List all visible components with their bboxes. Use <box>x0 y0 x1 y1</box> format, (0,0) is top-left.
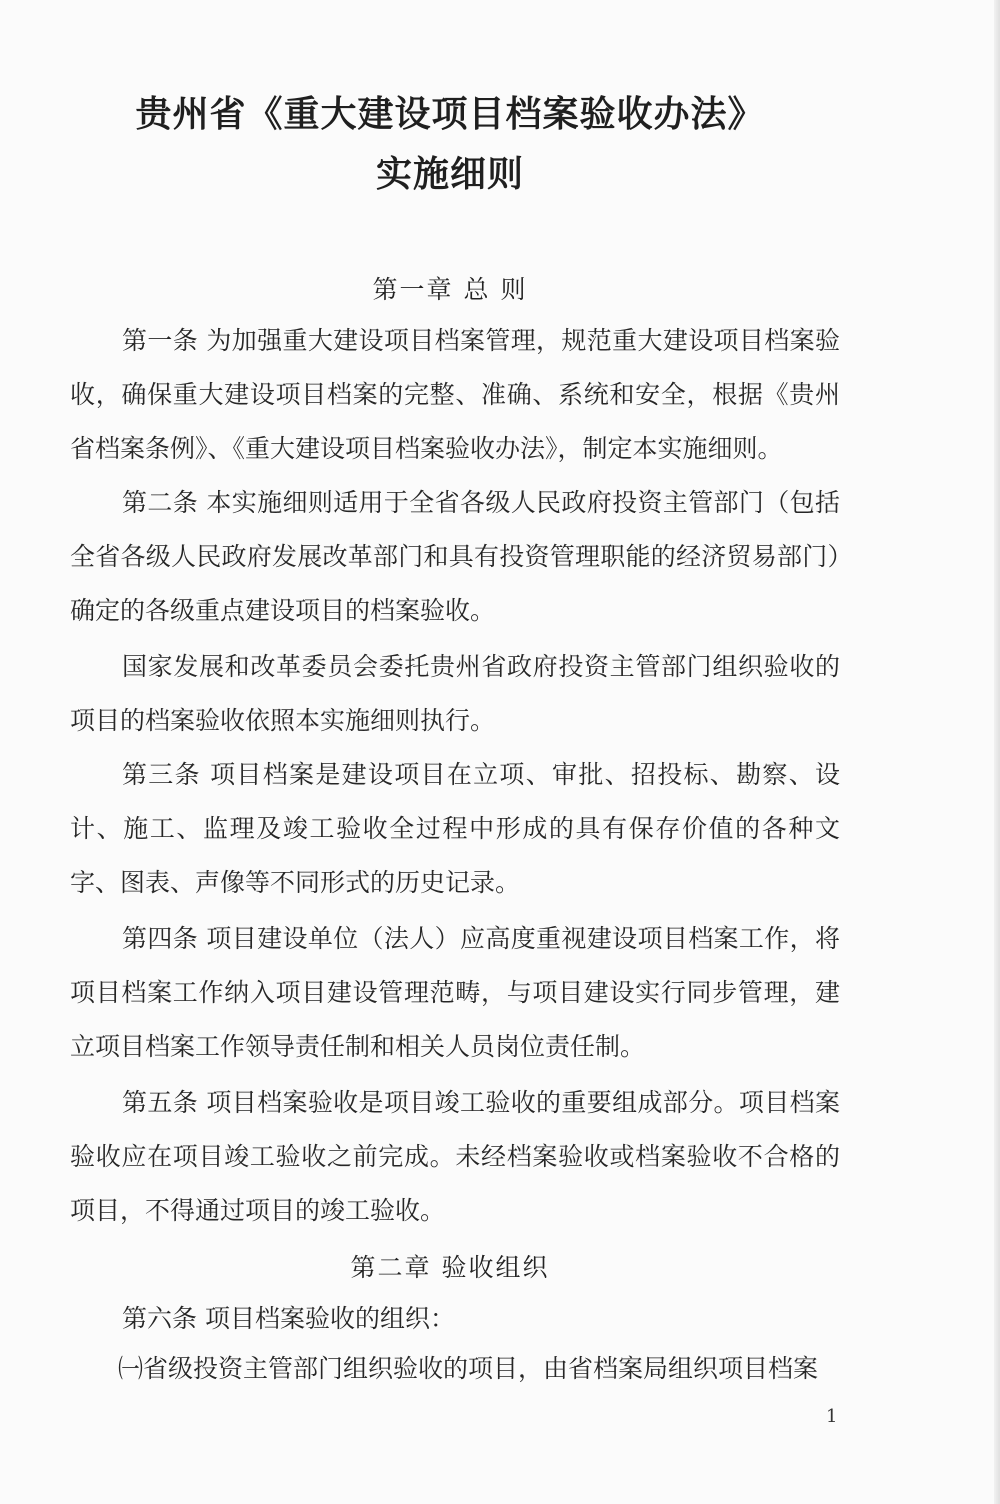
article-6-paragraph: 第六条 项目档案验收的组织： <box>122 1304 455 1333</box>
article-3-paragraph: 第三条 项目档案是建设项目在立项、审批、招投标、勘察、设计、施工、监理及竣工验收全过程中形成的具有保存价值的各种文字、图表、声像等不同形式的历史记录。 <box>70 760 840 897</box>
scan-edge-shadow <box>994 0 1000 1504</box>
article-1-paragraph: 第一条 为加强重大建设项目档案管理，规范重大建设项目档案验收，确保重大建设项目档案的完整、准确、系统和安全，根据《贵州省档案条例》、《重大建设项目档案验收办法》，制定本实施细则。 <box>70 326 840 463</box>
article-5-paragraph: 第五条 项目档案验收是项目竣工验收的重要组成部分。项目档案验收应在项目竣工验收之前完成。未经档案验收或档案验收不合格的项目，不得通过项目的竣工验收。 <box>70 1088 840 1225</box>
page-number: 1 <box>826 1406 838 1427</box>
chapter1-heading: 第一章 总 则 <box>372 275 528 304</box>
article-4-paragraph: 第四条 项目建设单位（法人）应高度重视建设项目档案工作，将项目档案工作纳入项目建设管理范畴，与项目建设实行同步管理，建立项目档案工作领导责任制和相关人员岗位责任制。 <box>70 924 840 1061</box>
article-6-item-1-paragraph: ㈠省级投资主管部门组织验收的项目，由省档案局组织项目档案 <box>118 1354 819 1383</box>
document-title-line2: 实施细则 <box>375 154 524 195</box>
article-2-supplement-paragraph: 国家发展和改革委员会委托贵州省政府投资主管部门组织验收的项目的档案验收依照本实施细则执行。 <box>70 652 840 735</box>
chapter2-heading: 第二章 验收组织 <box>350 1253 550 1282</box>
document-title-line1: 贵州省《重大建设项目档案验收办法》 <box>135 94 765 135</box>
article-2-paragraph: 第二条 本实施细则适用于全省各级人民政府投资主管部门（包括全省各级人民政府发展改革部门和具有投资管理职能的经济贸易部门）确定的各级重点建设项目的档案验收。 <box>70 488 840 625</box>
